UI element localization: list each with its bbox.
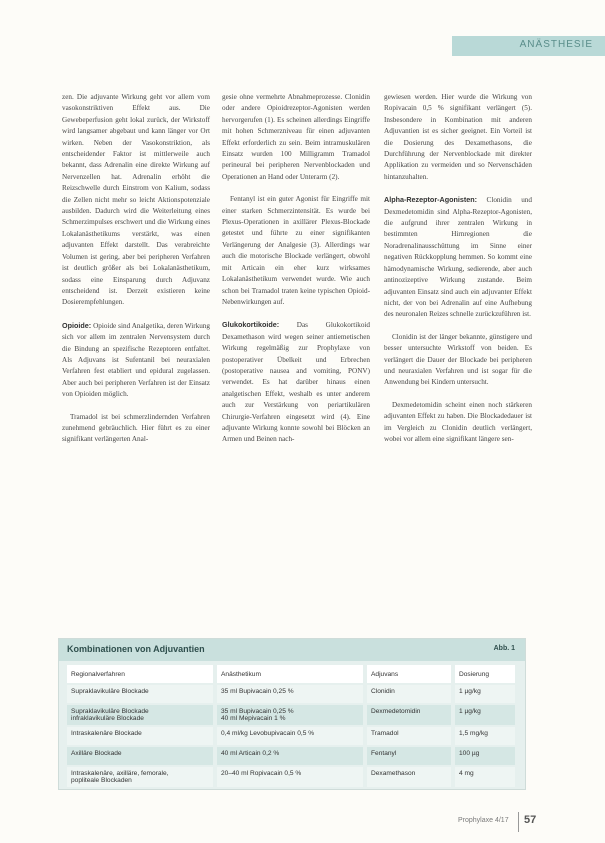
section-header-bar xyxy=(452,36,605,56)
table-cell: Supraklavikuläre Blockade infraklavikuläre Blockade xyxy=(67,705,217,727)
journal-name: Prophylaxe 4/17 xyxy=(458,817,509,824)
table-row xyxy=(67,747,519,767)
table-cell: 20–40 ml Ropivacain 0,5 % xyxy=(217,767,367,789)
paragraph xyxy=(62,412,210,446)
text-column-2 xyxy=(222,92,370,457)
table-cell: Dexmedetomidin xyxy=(367,705,455,727)
table-cell: 1 µg/kg xyxy=(455,705,519,727)
paragraph xyxy=(222,92,370,183)
paragraph xyxy=(384,194,532,320)
adjuvant-table-box xyxy=(58,638,526,790)
table-cell: Clonidin xyxy=(367,685,455,705)
paragraph-text: Das Glukokortikoid Dexamethason wird wegen seiner antiemetischen Wirkung regelmäßig zur Prophylaxe von postoperativer Übelkeit und Erbrechen (postoperative nausea and vomiting, PONV) verwendet. Es hat darüber hinaus einen analgetischen Effekt, weshalb es unter anderem auch zur Verstärkung von periartikulären Chirurgie-Verfahren eingesetzt wird (4). Eine adjuvante Wirkung konnte sowohl bei Blöcken an Armen und Beinen nach- xyxy=(222,321,370,444)
column-header: Regionalverfahren xyxy=(67,665,217,685)
table-cell: 4 mg xyxy=(455,767,519,789)
table-header-row xyxy=(67,665,519,685)
paragraph xyxy=(62,320,210,401)
paragraph-text: zen. Die adjuvante Wirkung geht vor allem vom vasokonstriktiven Effekt aus. Die Gewebeperfusion geht lokal zurück, der Wirkstoff wird langsamer abgebaut und kann länger vor Ort wirken. Neben der Vasokonstriktion, als entscheidender Faktor ist mittlerweile auch bekannt, dass Adrenalin eine direkte Wirkung auf Nervenzellen hat. Adrenalin erhöht die Reizschwelle durch Einstrom von Kalium, sodass die Zellen nicht mehr so leicht Aktionspotenziale ausbilden. Dadurch wird die Weiterleitung eines Schmerzimpulses erschwert und die Wirkung eines Lokalanästhetikums verstärkt, was einen adjuvanten Effekt darstellt. Das verabreichte Volumen ist gering, aber bei peripheren Verfahren ist deutlich größer als bei Lokalanästhetikum, sodass eine Einsparung durch Adjuvanz entscheidend ist. Derzeit existieren keine Dosierempfehlungen. xyxy=(62,93,210,307)
paragraph-text: Clonidin und Dexmedetomidin sind Alpha-Rezeptor-Agonisten, die aufgrund ihrer zentralen Wirkung in bestimmten Hirnregionen die Noradrenalinausschüttung im Sinne einer negativen Rückkopplung hemmen. So kommt eine hämodynamische Wirkung, sedierende, aber auch antinozizeptive Wirkung zustande. Beim adjuvanten Einsatz sind auch ein adjuvanter Effekt nicht, der von bei Adrenalin auf eine Aufhebung des neuronalen Reizes schnelle zurückzuführen ist. xyxy=(384,196,532,319)
adjuvant-table xyxy=(67,665,519,789)
table-row xyxy=(67,727,519,747)
table-cell: 0,4 ml/kg Levobupivacain 0,5 % xyxy=(217,727,367,747)
text-column-1 xyxy=(62,92,210,457)
table-cell: Dexamethason xyxy=(367,767,455,789)
table-title: Kombinationen von Adjuvantien xyxy=(67,644,205,654)
table-cell: Intraskalenäre Blockade xyxy=(67,727,217,747)
paragraph-text: Clonidin ist der länger bekannte, günstigere und besser untersuchte Wirkstoff von beiden. Es verlängert die Dauer der Blockade bei peripheren und neuraxialen Verfahren und ist sogar für die Anwendung bei Kindern untersucht. xyxy=(384,332,532,387)
table-cell: 35 ml Bupivacain 0,25 % 40 ml Mepivacain 1 % xyxy=(217,705,367,727)
paragraph-text: Tramadol ist bei schmerzlindernden Verfahren zunehmend gebräuchlich. Hier führt es zu einer signifikant verlängerten Anal- xyxy=(62,412,210,444)
footer-divider xyxy=(518,812,519,832)
table-cell: Intraskalenäre, axilläre, femorale, popliteale Blockaden xyxy=(67,767,217,789)
section-title: ANÄSTHESIE xyxy=(519,39,593,50)
table-cell: 1 µg/kg xyxy=(455,685,519,705)
paragraph xyxy=(384,92,532,183)
table-cell: Axilläre Blockade xyxy=(67,747,217,767)
paragraph-text: gesie ohne vermehrte Abnahmeprozesse. Clonidin oder andere Opioidrezeptor-Agonisten werden hervorgerufen (1). Es scheinen allerdings Eingriffe mit hohen Schmerzniveau für einen adjuvanten Effekt erforderlich zu sein. Beim intramuskulären Einsatz wurden 100 Milligramm Tramadol perineural bei peripheren Nervenblockaden und Operationen an Hand oder Unterarm (2). xyxy=(222,93,370,181)
paragraph-text: Fentanyl ist ein guter Agonist für Eingriffe mit einer starken Schmerzintensität. Es wurde bei Plexus-Operationen in axillärer Plexus-Blockade getestet und führte zu einer signifikanten Verlängerung der Analgesie (3). Allerdings war auch die motorische Blockade verlängert, obwohl mit Articain ein eher kurz wirksames Lokalanästhetikum verwendet wurde. Wie auch schon bei Tramadol traten keine typischen Opioid-Nebenwirkungen auf. xyxy=(222,195,370,306)
paragraph-heading: Alpha-Rezeptor-Agonisten: xyxy=(384,195,478,205)
table-cell: Fentanyl xyxy=(367,747,455,767)
table-cell: Supraklavikuläre Blockade xyxy=(67,685,217,705)
column-header: Adjuvans xyxy=(367,665,455,685)
table-cell: 100 µg xyxy=(455,747,519,767)
paragraph xyxy=(222,319,370,445)
paragraph-heading: Opioide: xyxy=(62,320,92,330)
table-cell: 35 ml Bupivacain 0,25 % xyxy=(217,685,367,705)
paragraph-text: gewiesen werden. Hier wurde die Wirkung von Ropivacain 0,5 % signifikant verlängert (5). Insbesondere in Kombination mit anderen Adjuvantien ist es sicher geeignet. Ein Vorteil ist die Dosierung des Dexamethasons, die Durchführung der Nervenblockade mit direkter Applikation zu vermeiden und so Nervenschäden hintanzuhalten. xyxy=(384,93,532,181)
table-cell: Tramadol xyxy=(367,727,455,747)
column-header: Anästhetikum xyxy=(217,665,367,685)
paragraph xyxy=(222,194,370,308)
page-number: 57 xyxy=(524,814,537,826)
table-row xyxy=(67,685,519,705)
text-column-3 xyxy=(384,92,532,456)
paragraph-text: Opioide sind Analgetika, deren Wirkung sich vor allem im zentralen Nervensystem durch die Bindung an spezifische Rezeptoren entfaltet. Als Adjuvans ist Sufentanil bei neuraxialen Verfahren fest etabliert und epidural zugelassen. Aber auch bei peripheren Verfahren ist der Einsatz von Opioiden möglich. xyxy=(62,321,210,399)
column-header: Dosierung xyxy=(455,665,519,685)
table-header-bar xyxy=(59,639,525,661)
figure-label: Abb. 1 xyxy=(493,645,515,652)
table-row xyxy=(67,767,519,789)
table-row xyxy=(67,705,519,727)
paragraph xyxy=(384,400,532,446)
table-cell: 1,5 mg/kg xyxy=(455,727,519,747)
table-cell: 40 ml Articain 0,2 % xyxy=(217,747,367,767)
paragraph-heading: Glukokortikoide: xyxy=(222,320,280,330)
paragraph-text: Dexmedetomidin scheint einen noch stärkeren adjuvanten Effekt zu haben. Die Blockadedauer ist im Vergleich zu Clonidin deutlich verlängert, wobei vor allem eine signifikant längere sen- xyxy=(384,400,532,443)
paragraph xyxy=(384,332,532,389)
paragraph xyxy=(62,92,210,309)
